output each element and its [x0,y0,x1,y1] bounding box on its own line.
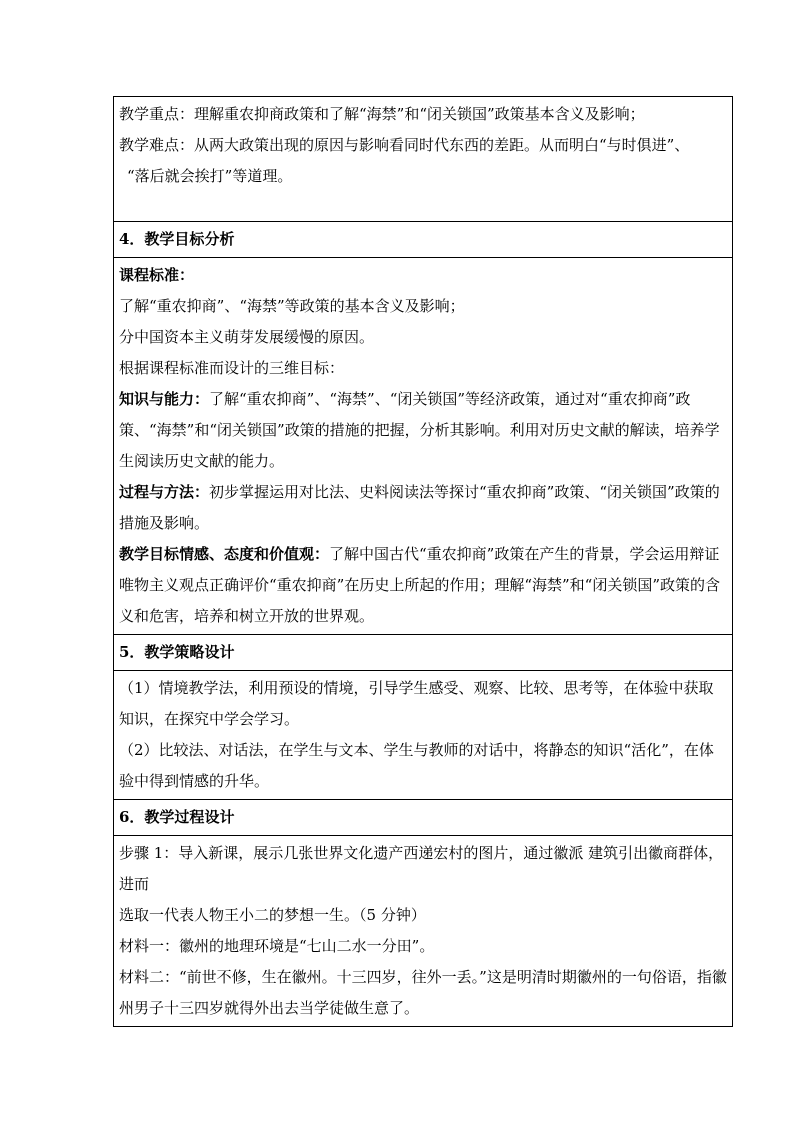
material-2: 材料二：“前世不修，生在徽州。十三四岁，往外一丢。”这是明清时期徽州的一句俗语，指徽州男子十三四岁就得外出去当学徒做生意了。 [119,968,727,1017]
section6-body [114,836,733,1027]
process-text: 初步掌握运用对比法、史料阅读法等探讨“重农抑商”政策、“闭关锁国”政策的措施及影响。 [119,483,720,532]
emotion-text: 了解中国古代“重农抑商”政策在产生的背景，学会运用辩证唯物主义观点正确评价“重农抑商”在历史上所起的作用；理解“海禁”和“闭关锁国”政策的含义和危害，培养和树立开放的世界观。 [119,545,721,625]
curriculum-line-2: 分中国资本主义萌芽发展缓慢的原因。 [119,328,375,346]
section5-body-row [114,671,733,800]
key-points-row [114,97,733,222]
key-point-line: 教学重点：理解重农抑商政策和了解“海禁”和“闭关锁国”政策基本含义及影响； [119,105,645,123]
strategy-item-2: （2）比较法、对话法，在学生与文本、学生与教师的对话中，将静态的知识“活化”，在体验中得到情感的升华。 [119,741,714,790]
section4-heading-row [114,222,733,258]
process-label: 过程与方法： [119,483,210,501]
knowledge-text: 了解“重农抑商”、“海禁”、“闭关锁国”等经济政策，通过对“重农抑商”政策、“海禁”和“闭关锁国”政策的措施的把握，分析其影响。利用对历史文献的解读，培养学生阅读历史文献的能力。 [119,390,720,470]
material-1: 材料一：徽州的地理环境是“七山二水一分田”。 [119,937,435,955]
section4-body-row [114,258,733,635]
section5-heading-row [114,635,733,671]
section6-heading-row [114,800,733,836]
emotion-label: 教学目标情感、态度和价值观： [119,545,330,563]
key-points-cell [114,97,733,222]
difficulty-line-cont: “落后就会挨打”等道理。 [127,167,293,185]
lesson-plan-table [113,96,733,1027]
difficulty-line: 教学难点：从两大政策出现的原因与影响看同时代东西的差距。从而明白“与时俱进”、 [119,136,690,154]
curriculum-label: 课程标准： [119,266,195,284]
section4-body [114,258,733,635]
knowledge-paragraph [119,384,727,477]
section5-body [114,671,733,800]
process-paragraph [119,477,727,539]
step1-cont: 选取一代表人物王小二的梦想一生。（5 分钟） [119,906,426,924]
step1-text: 步骤 1：导入新课，展示几张世界文化遗产西递宏村的图片，通过徽派 建筑引出徽商群体，进而 [119,844,724,893]
strategy-item-1: （1）情境教学法，利用预设的情境，引导学生感受、观察、比较、思考等，在体验中获取知识，在探究中学会学习。 [119,679,714,728]
section6-body-row [114,836,733,1027]
knowledge-label: 知识与能力： [119,390,210,408]
emotion-paragraph [119,539,727,632]
curriculum-line-3: 根据课程标准而设计的三维目标： [119,359,345,377]
section4-heading: 4．教学目标分析 [114,222,733,258]
section5-heading: 5．教学策略设计 [114,635,733,671]
curriculum-line-1: 了解“重农抑商”、“海禁”等政策的基本含义及影响； [119,297,465,315]
section6-heading: 6．教学过程设计 [114,800,733,836]
